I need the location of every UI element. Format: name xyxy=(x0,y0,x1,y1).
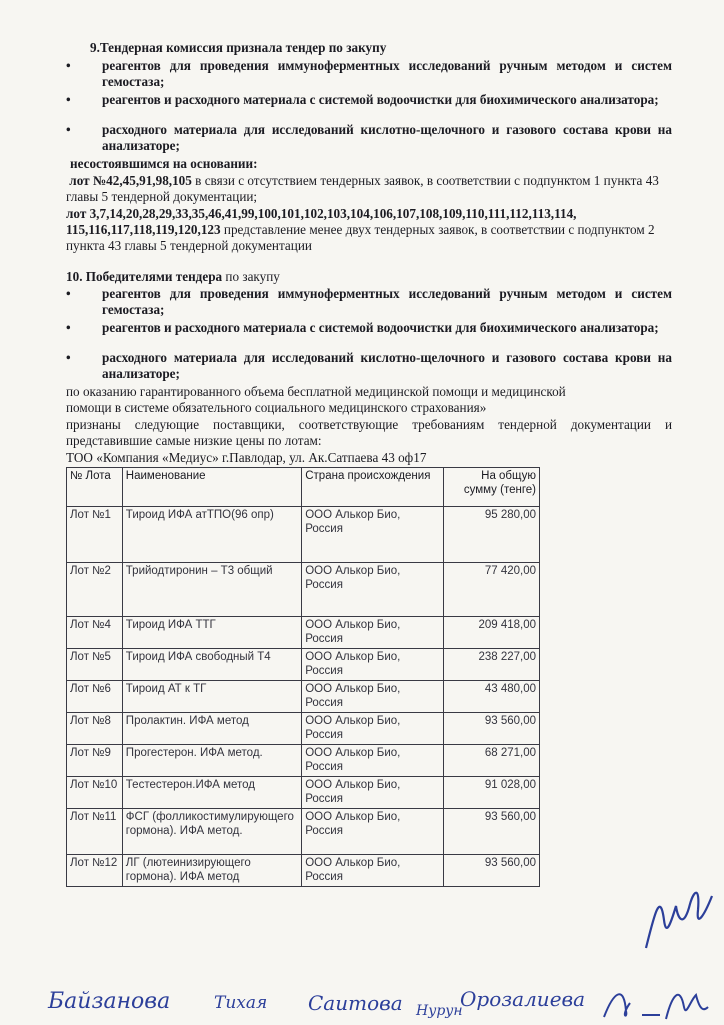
section-10-bullet-3: • расходного материала для исследований кислотно-щелочного и газового состава крови на анализаторе; xyxy=(66,350,672,381)
signature-2: Тихая xyxy=(214,993,268,1013)
signature-5: Орозалиева xyxy=(460,987,586,1011)
side-signature-icon xyxy=(640,876,716,956)
table-row: Лот №11 ФСГ (фолликостимулирующего гормона). ИФА метод. ООО Алькор Био, Россия 93 560,00 xyxy=(67,809,540,855)
section-9-title: 9.Тендерная комиссия признала тендер по закупу xyxy=(90,40,387,55)
table-row: Лот №5 Тироид ИФА свободный Т4 ООО Алькор Био, Россия 238 227,00 xyxy=(67,649,540,681)
section-10-bullet-2: • реагентов и расходного материала с системой водоочистки для биохимического анализатора; xyxy=(66,320,659,335)
table-row: Лот №12 ЛГ (лютеинизирующего гормона). ИФА метод ООО Алькор Био, Россия 93 560,00 xyxy=(67,855,540,887)
section-9-bullet-1: • реагентов для проведения иммуноферментных исследований ручным методом и систем гемостаза; xyxy=(66,58,672,89)
section-10-title: 10. Победителями тендера по закупу xyxy=(66,269,280,284)
section-9-bullet-3: • расходного материала для исследований кислотно-щелочного и газового состава крови на анализаторе; xyxy=(66,122,672,153)
table-row: Лот №6 Тироид АТ к ТГ ООО Алькор Био, Россия 43 480,00 xyxy=(67,681,540,713)
failed-lots-1: лот №42,45,91,98,105 в связи с отсутствием тендерных заявок, в соответствии с подпунктом 1 пункта 43 главы 5 тендерной документации; xyxy=(66,173,659,204)
section-9-bullet-2: • реагентов и расходного материала с системой водоочистки для биохимического анализатора; xyxy=(66,92,659,107)
signature-1: Байзанова xyxy=(48,989,171,1014)
bullet-dot-icon: • xyxy=(66,122,71,137)
table-row: Лот №2 Трийодтиронин – Т3 общий ООО Алькор Био, Россия 77 420,00 xyxy=(67,563,540,617)
lots-table xyxy=(66,467,540,887)
service-paragraph: по оказанию гарантированного объема бесплатной медицинской помощи и медицинской помощи в системе обязательного социального медицинского страхования» xyxy=(66,384,566,415)
failed-lots-2: лот 3,7,14,20,28,29,33,35,46,41,99,100,101,102,103,104,106,107,108,109,110,111,112,113,114, 115,116,117,118,119,120,123 представление менее двух тендерных заявок, в соответствии с подпунктом 2 пункта 43 главы 5 тендерной документации xyxy=(66,206,655,253)
bullet-dot-icon: • xyxy=(66,350,71,365)
bullet-dot-icon: • xyxy=(66,320,71,335)
bullet-dot-icon: • xyxy=(66,58,71,73)
signature-3: Саитова xyxy=(308,991,403,1015)
signatures-row xyxy=(40,985,720,1025)
failed-heading: несостоявшимся на основании: xyxy=(70,156,258,171)
table-row: Лот №10 Тестестерон.ИФА метод ООО Алькор Био, Россия 91 028,00 xyxy=(67,777,540,809)
table-row: Лот №1 Тироид ИФА атТПО(96 опр) ООО Алькор Био, Россия 95 280,00 xyxy=(67,507,540,563)
header-lot: № Лота xyxy=(67,468,123,507)
bullet-dot-icon: • xyxy=(66,92,71,107)
table-row: Лот №9 Прогестерон. ИФА метод. ООО Алькор Био, Россия 68 271,00 xyxy=(67,745,540,777)
section-10-bullet-1: • реагентов для проведения иммуноферментных исследований ручным методом и систем гемостаза; xyxy=(66,286,672,317)
table-row: Лот №4 Тироид ИФА ТТГ ООО Алькор Био, Россия 209 418,00 xyxy=(67,617,540,649)
suppliers-paragraph: признаны следующие поставщики, соответствующие требованиям тендерной документации и представившие самые низкие цены по лотам: xyxy=(66,417,672,448)
header-sum: На общую сумму (тенге) xyxy=(443,468,539,507)
signature-mark-icon xyxy=(600,981,710,1025)
bullet-dot-icon: • xyxy=(66,286,71,301)
table-row: Лот №8 Пролактин. ИФА метод ООО Алькор Био, Россия 93 560,00 xyxy=(67,713,540,745)
supplier-name: ТОО «Компания «Медиус» г.Павлодар, ул. Ак.Сатпаева 43 оф17 xyxy=(66,450,427,465)
table-header-row xyxy=(67,468,540,507)
signature-4: Нурун xyxy=(416,1003,463,1019)
document-page xyxy=(66,40,672,887)
header-name: Наименование xyxy=(122,468,301,507)
header-country: Страна происхождения xyxy=(302,468,443,507)
